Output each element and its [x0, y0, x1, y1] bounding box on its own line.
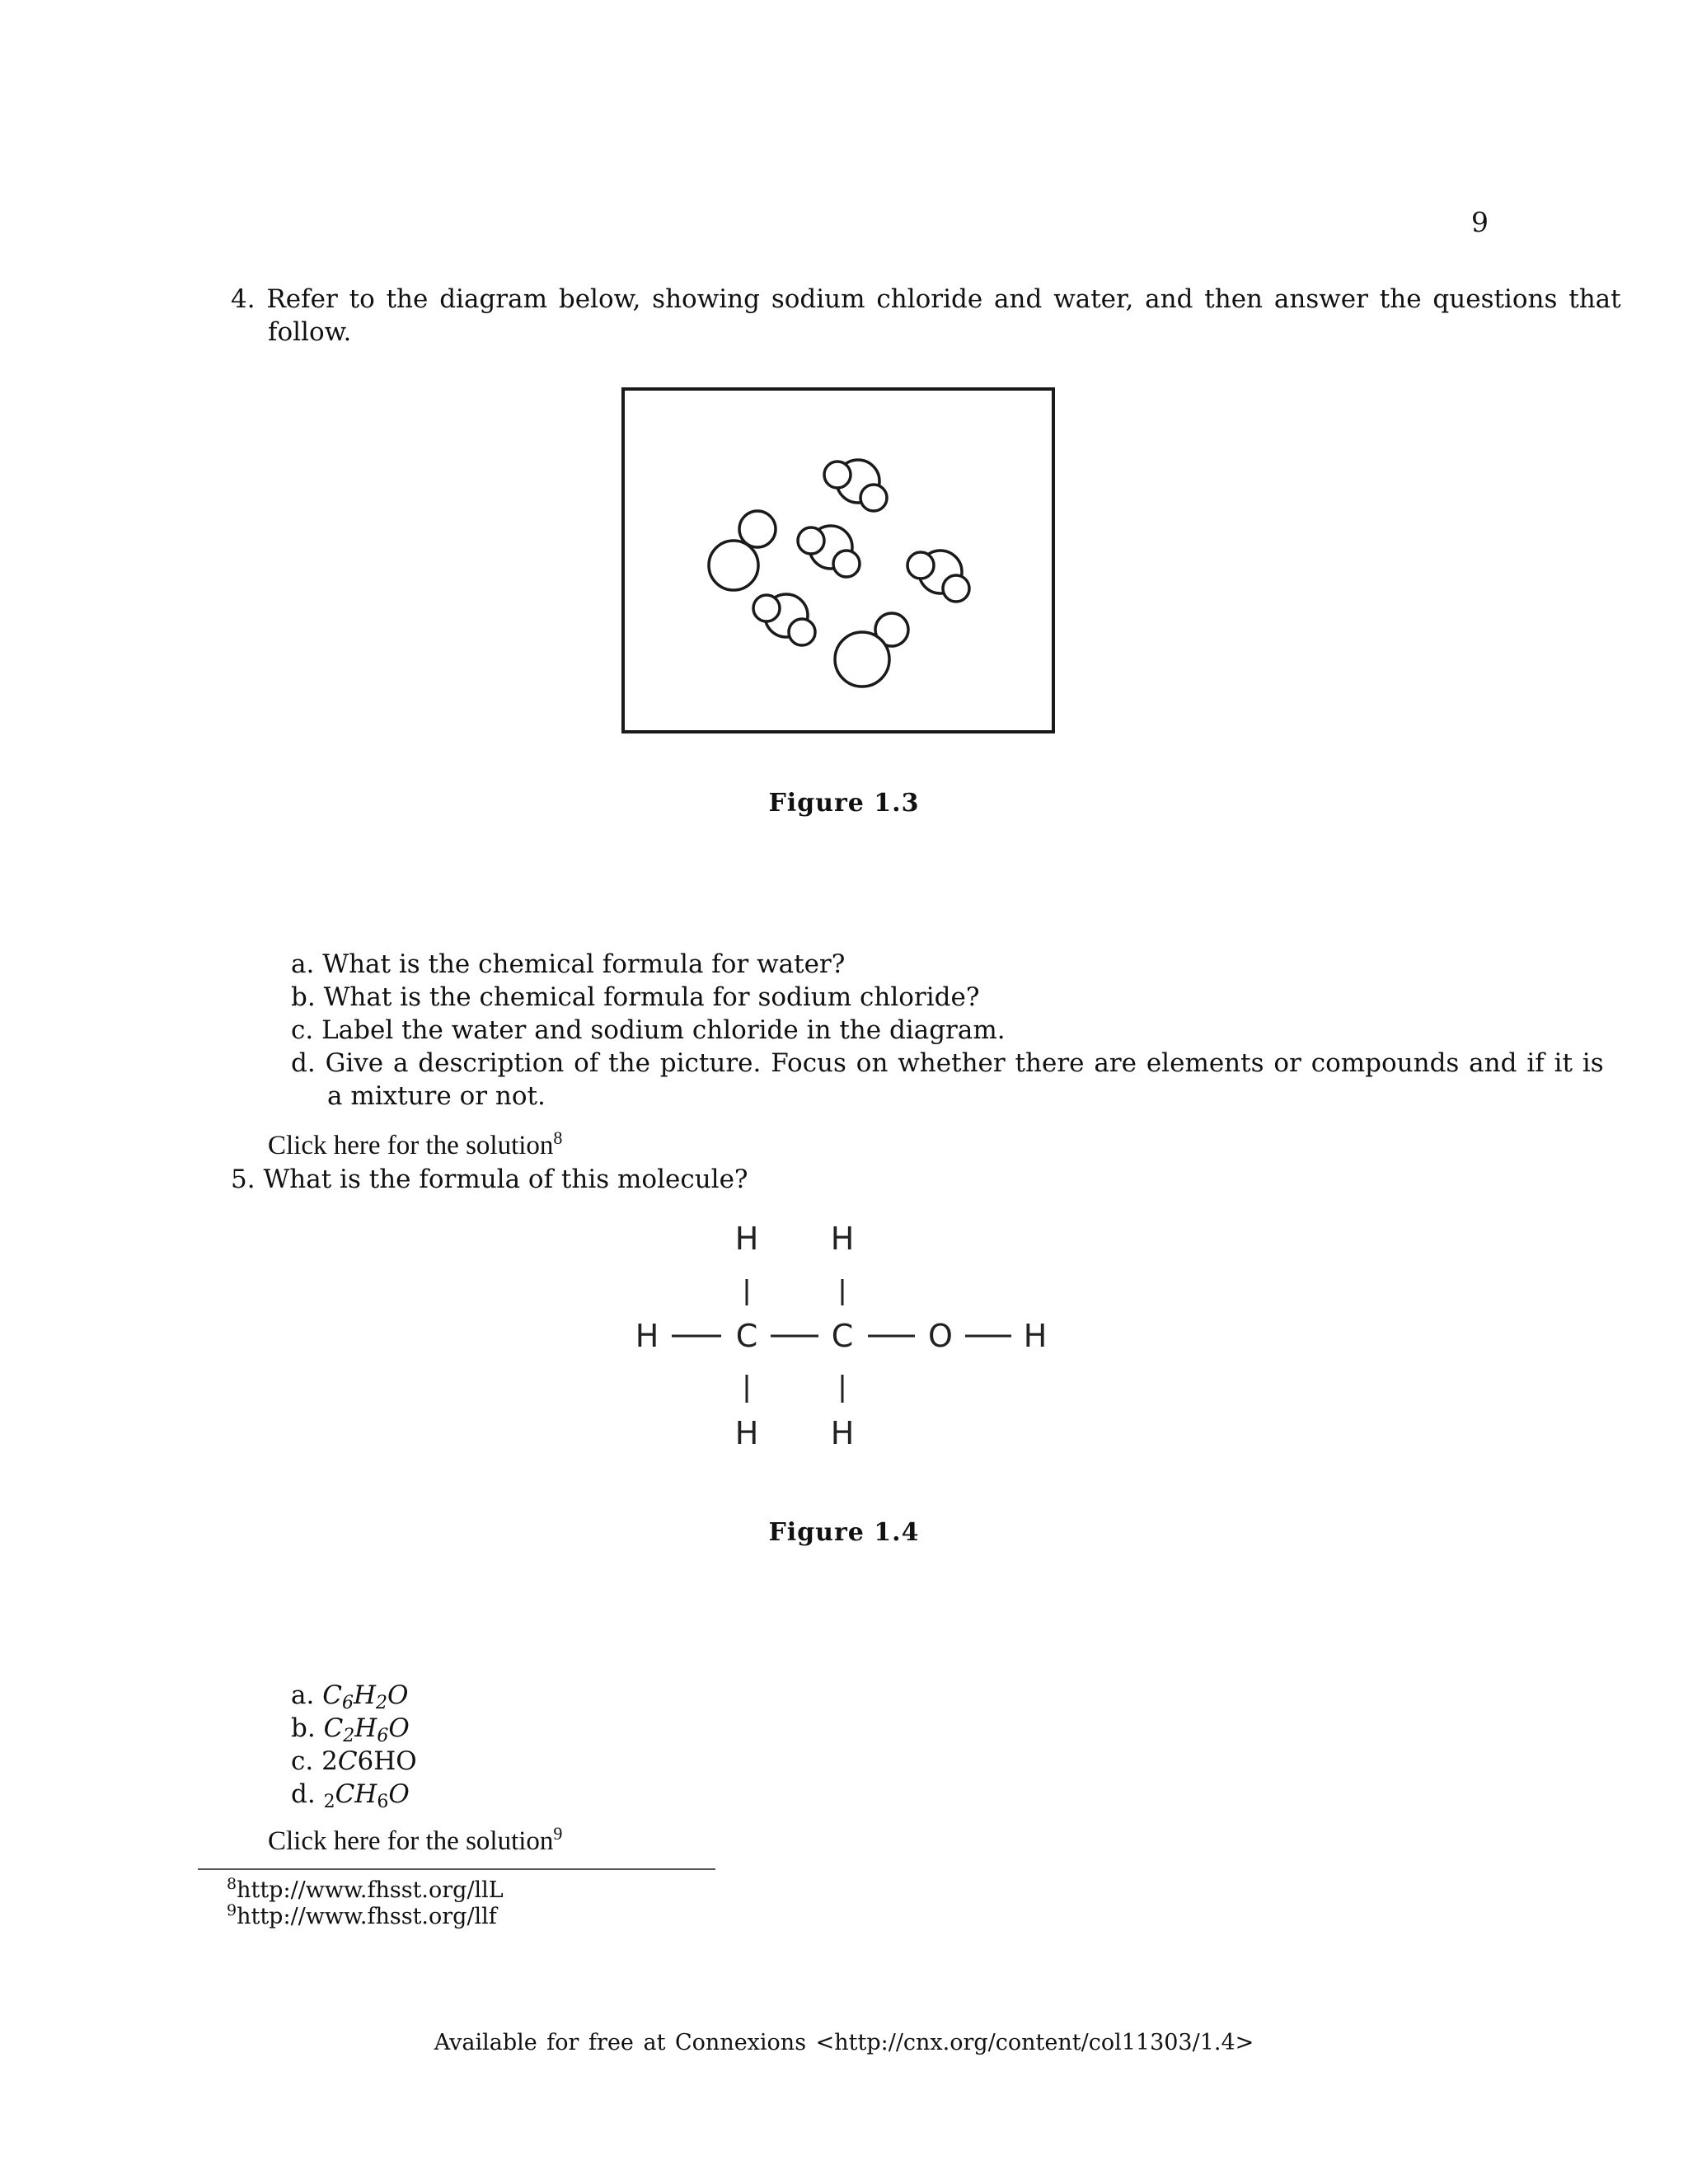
atom-h: H	[734, 1415, 759, 1451]
atom-h: H	[734, 1221, 759, 1257]
footnote-ref-8: 8	[553, 1127, 563, 1148]
subquestion-text: What is the chemical formula for sodium chloride?	[323, 982, 980, 1012]
question-4-number: 4.	[231, 284, 256, 314]
figure-1-3-caption: Figure 1.3	[768, 789, 920, 818]
solution-link-text[interactable]: Click here for the solution	[268, 1131, 554, 1160]
option-letter: a.	[291, 1680, 315, 1710]
option-d	[291, 1778, 410, 1811]
atom-c: C	[735, 1318, 758, 1354]
question-5-number: 5.	[231, 1165, 256, 1194]
formula-c2h6o: $C_2H_6O$	[323, 1713, 410, 1746]
atom-c: C	[831, 1318, 854, 1354]
subquestion-letter: c.	[291, 1015, 314, 1045]
atom-h: H	[830, 1415, 855, 1451]
subquestion-letter: d.	[291, 1048, 316, 1078]
sodium-chloride-particle	[835, 613, 908, 687]
formula-c6h2o: $C_6H_2O$	[322, 1680, 409, 1713]
subquestion-c	[291, 1014, 1006, 1047]
water-and-salt-particles	[625, 391, 1052, 730]
footnote-8	[227, 1877, 504, 1904]
figure-1-4-caption: Figure 1.4	[768, 1518, 920, 1547]
formula-2c6ho: 2C6HO	[321, 1746, 417, 1776]
question-4-text-line1: Refer to the diagram below, showing sodium chloride and water, and then answer the questions that	[266, 284, 1621, 314]
option-b	[291, 1712, 410, 1745]
water-molecule	[907, 551, 969, 602]
figure-1-3-diagram	[621, 387, 1055, 733]
ethanol-structural-formula	[626, 1220, 1071, 1470]
option-c	[291, 1745, 417, 1778]
subquestion-d-text-line2: a mixture or not.	[327, 1081, 546, 1111]
water-molecule	[753, 594, 815, 645]
solution-link-9[interactable]	[268, 1825, 562, 1858]
question-5-text-body: What is the formula of this molecule?	[263, 1165, 748, 1194]
footnote-url[interactable]: http://www.fhsst.org/llL	[237, 1877, 504, 1903]
question-4-text	[231, 283, 1621, 316]
option-letter: b.	[291, 1713, 316, 1743]
subquestion-text: Give a description of the picture. Focus on whether there are elements or compounds and if it is	[325, 1048, 1604, 1078]
water-molecule	[824, 460, 887, 511]
footnote-url[interactable]: http://www.fhsst.org/llf	[237, 1904, 497, 1929]
subquestion-letter: a.	[291, 949, 315, 979]
footnote-number: 9	[227, 1901, 237, 1919]
atom-h: H	[830, 1221, 855, 1257]
option-a	[291, 1679, 408, 1712]
atom-o: O	[928, 1318, 953, 1354]
option-letter: d.	[291, 1779, 316, 1809]
page-footer: Available for free at Connexions <http://cnx.org/content/col11303/1.4>	[434, 2030, 1254, 2055]
subquestion-letter: b.	[291, 982, 316, 1012]
question-5-text	[231, 1163, 748, 1196]
subquestion-b	[291, 981, 979, 1014]
option-letter: c.	[291, 1746, 314, 1776]
subquestion-d	[291, 1047, 1604, 1080]
atom-h: H	[635, 1318, 659, 1354]
footnote-number: 8	[227, 1875, 237, 1893]
footnote-9	[227, 1901, 497, 1930]
water-molecule	[798, 526, 860, 577]
subquestion-text: Label the water and sodium chloride in the diagram.	[321, 1015, 1006, 1045]
sodium-chloride-particle	[709, 511, 776, 590]
solution-link-8[interactable]	[268, 1129, 562, 1162]
page-number: 9	[1471, 206, 1489, 238]
atom-h: H	[1023, 1318, 1048, 1354]
subquestion-a	[291, 948, 845, 981]
question-4-text-line2: follow.	[268, 317, 352, 347]
subquestion-text: What is the chemical formula for water?	[322, 949, 846, 979]
solution-link-text[interactable]: Click here for the solution	[268, 1826, 554, 1856]
formula-2ch6o: $_2CH_6O$	[323, 1779, 410, 1812]
footnote-divider	[198, 1868, 715, 1870]
footnote-ref-9: 9	[553, 1823, 563, 1844]
